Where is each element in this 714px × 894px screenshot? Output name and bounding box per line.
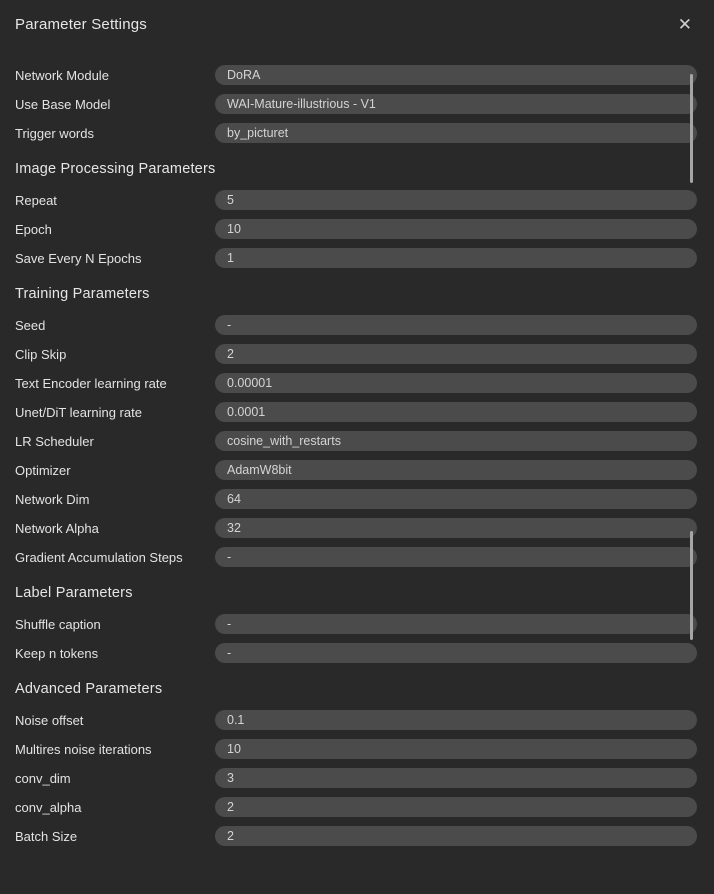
parameter-value-field[interactable]: 5 <box>215 190 697 210</box>
parameter-value-field[interactable]: 32 <box>215 518 697 538</box>
parameter-value-field[interactable]: DoRA <box>215 65 697 85</box>
parameter-row-save-every-n-epochs <box>15 248 697 268</box>
parameter-value-field[interactable]: WAI-Mature-illustrious - V1 <box>215 94 697 114</box>
parameter-label: Use Base Model <box>15 96 111 112</box>
parameter-row-conv-dim <box>15 768 697 788</box>
parameter-value-field[interactable]: 10 <box>215 739 697 759</box>
parameter-row-repeat <box>15 190 697 210</box>
parameter-value-field[interactable]: AdamW8bit <box>215 460 697 480</box>
parameter-value-field[interactable]: 1 <box>215 248 697 268</box>
parameter-value-field[interactable]: 64 <box>215 489 697 509</box>
parameter-value-field[interactable]: 2 <box>215 826 697 846</box>
section-heading-advanced-parameters: Advanced Parameters <box>15 681 163 697</box>
parameter-row-gradient-accumulation-steps <box>15 547 697 567</box>
parameter-row-optimizer <box>15 460 697 480</box>
parameter-value-field[interactable]: - <box>215 614 697 634</box>
dialog-title: Parameter Settings <box>15 15 147 33</box>
parameter-value-field[interactable]: by_picturet <box>215 123 697 143</box>
parameter-value-field[interactable]: - <box>215 315 697 335</box>
parameter-label: Epoch <box>15 221 52 237</box>
parameter-label: Clip Skip <box>15 346 67 362</box>
parameter-label: Seed <box>15 317 46 333</box>
parameter-row-clip-skip <box>15 344 697 364</box>
parameter-label: Network Alpha <box>15 520 99 536</box>
parameter-row-keep-n-tokens <box>15 643 697 663</box>
parameter-row-lr-scheduler <box>15 431 697 451</box>
parameter-value-field[interactable]: 2 <box>215 797 697 817</box>
parameter-label: Unet/DiT learning rate <box>15 404 142 420</box>
parameter-row-seed <box>15 315 697 335</box>
parameter-label: LR Scheduler <box>15 433 94 449</box>
parameter-value-field[interactable]: 0.0001 <box>215 402 697 422</box>
parameter-row-noise-offset <box>15 710 697 730</box>
parameter-label: Optimizer <box>15 462 71 478</box>
parameter-label: Noise offset <box>15 712 84 728</box>
section-heading-training-parameters: Training Parameters <box>15 286 150 302</box>
parameter-row-epoch <box>15 219 697 239</box>
parameter-label: Text Encoder learning rate <box>15 375 167 391</box>
parameter-row-multires-noise-iterations <box>15 739 697 759</box>
parameter-label: conv_dim <box>15 770 71 786</box>
parameter-value-field[interactable]: cosine_with_restarts <box>215 431 697 451</box>
parameter-row-trigger-words <box>15 123 697 143</box>
parameter-value-field[interactable]: - <box>215 643 697 663</box>
dialog-content <box>0 48 714 846</box>
scrollbar-thumb[interactable] <box>690 74 693 183</box>
section-heading-image-processing-parameters: Image Processing Parameters <box>15 161 216 177</box>
parameter-row-network-dim <box>15 489 697 509</box>
parameter-value-field[interactable]: 0.1 <box>215 710 697 730</box>
parameter-label: Repeat <box>15 192 57 208</box>
parameter-label: conv_alpha <box>15 799 82 815</box>
parameter-label: Keep n tokens <box>15 645 99 661</box>
parameter-label: Gradient Accumulation Steps <box>15 549 183 565</box>
parameter-label: Trigger words <box>15 125 94 141</box>
parameter-label: Network Module <box>15 67 109 83</box>
parameter-value-field[interactable]: - <box>215 547 697 567</box>
parameter-row-text-encoder-learning-rate <box>15 373 697 393</box>
section-heading-label-parameters: Label Parameters <box>15 585 133 601</box>
scrollbar-thumb[interactable] <box>690 531 693 640</box>
parameter-label: Save Every N Epochs <box>15 250 142 266</box>
parameter-value-field[interactable]: 2 <box>215 344 697 364</box>
parameter-value-field[interactable]: 3 <box>215 768 697 788</box>
close-icon[interactable]: ✕ <box>677 14 692 34</box>
parameter-label: Shuffle caption <box>15 616 101 632</box>
dialog-header <box>0 0 714 48</box>
parameter-row-unet-dit-learning-rate <box>15 402 697 422</box>
parameter-row-network-module <box>15 65 697 85</box>
parameter-label: Batch Size <box>15 828 78 844</box>
parameter-row-conv-alpha <box>15 797 697 817</box>
parameter-value-field[interactable]: 10 <box>215 219 697 239</box>
parameter-row-network-alpha <box>15 518 697 538</box>
parameter-row-batch-size <box>15 826 697 846</box>
parameter-label: Network Dim <box>15 491 90 507</box>
parameter-value-field[interactable]: 0.00001 <box>215 373 697 393</box>
parameter-label: Multires noise iterations <box>15 741 152 757</box>
parameter-row-use-base-model <box>15 94 697 114</box>
parameter-row-shuffle-caption <box>15 614 697 634</box>
